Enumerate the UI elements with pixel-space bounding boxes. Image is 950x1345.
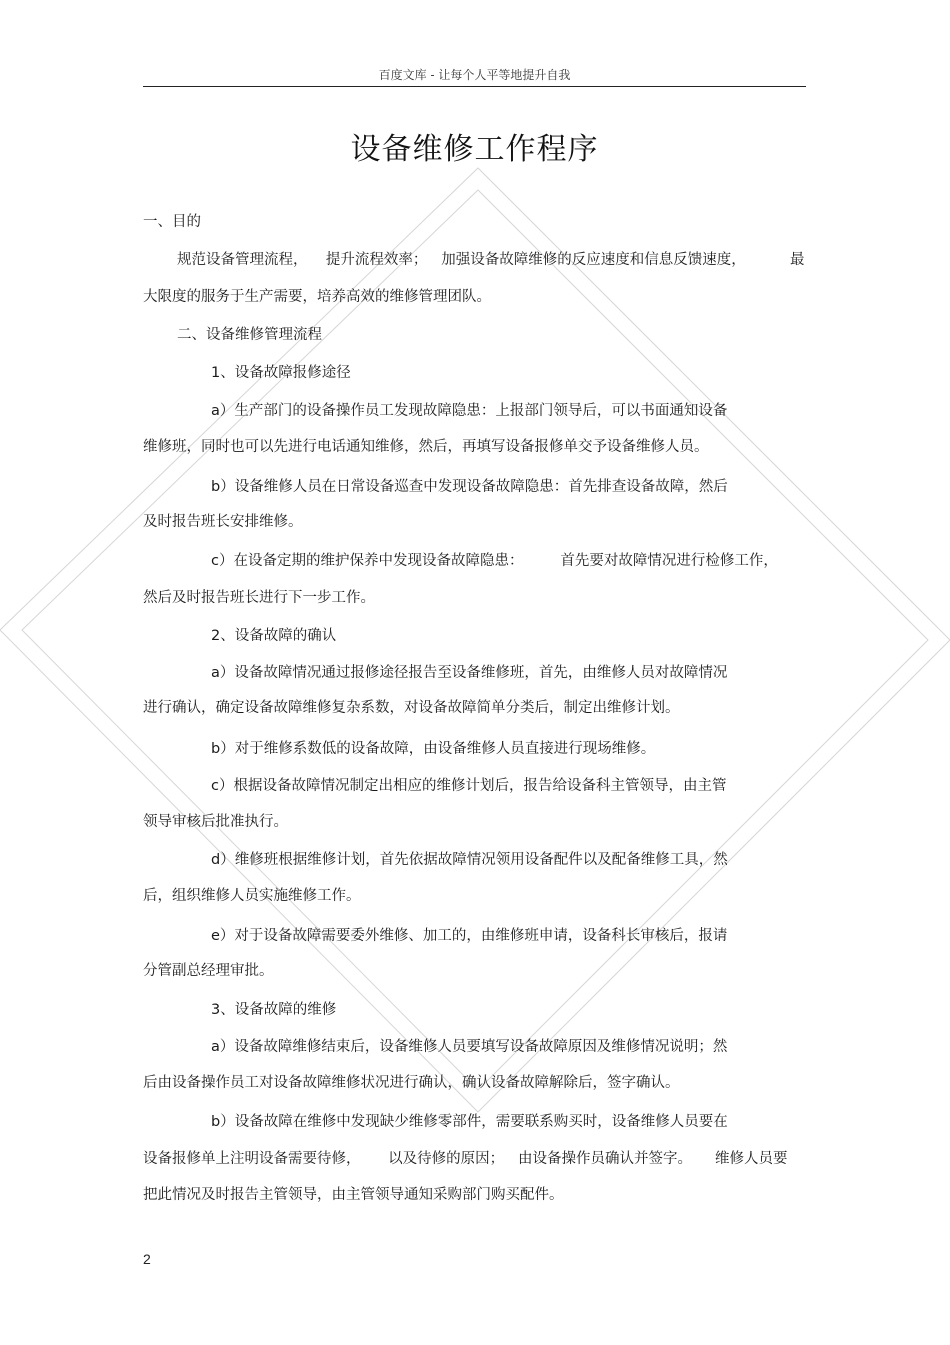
paragraph-line: a）生产部门的设备操作员工发现故障隐患：上报部门领导后，可以书面通知设备 xyxy=(211,403,728,419)
paragraph-line: 及时报告班长安排维修。 xyxy=(143,514,303,530)
header-rule xyxy=(143,86,806,87)
paragraph-line: a）设备故障情况通过报修途径报告至设备维修班，首先，由维修人员对故障情况 xyxy=(211,665,728,681)
paragraph-line: c）根据设备故障情况制定出相应的维修计划后，报告给设备科主管领导，由主管 xyxy=(211,778,727,794)
paragraph-line: b）设备故障在维修中发现缺少维修零部件，需要联系购买时，设备维修人员要在 xyxy=(211,1114,728,1130)
paragraph-line: 设备报修单上注明设备需要待修， 以及待修的原因； 由设备操作员确认并签字。 维修人员要 xyxy=(143,1151,788,1167)
paragraph-line: 然后及时报告班长进行下一步工作。 xyxy=(143,590,375,606)
paragraph-line: a）设备故障维修结束后，设备维修人员要填写设备故障原因及维修情况说明；然 xyxy=(211,1039,728,1055)
section-heading: 一、目的 xyxy=(143,214,201,230)
paragraph-line: 最 xyxy=(790,252,805,268)
paragraph-line: 大限度的服务于生产需要，培养高效的维修管理团队。 xyxy=(143,289,491,305)
subsection-heading: 2、设备故障的确认 xyxy=(211,628,337,644)
paragraph-line: 规范设备管理流程， 提升流程效率； 加强设备故障维修的反应速度和信息反馈速度， xyxy=(177,252,746,268)
paragraph-line: c）在设备定期的维护保养中发现设备故障隐患： 首先要对故障情况进行检修工作， xyxy=(211,553,778,569)
page-number: 2 xyxy=(143,1251,151,1267)
paragraph-line: d）维修班根据维修计划，首先依据故障情况领用设备配件以及配备维修工具，然 xyxy=(211,852,728,868)
paragraph-line: 后由设备操作员工对设备故障维修状况进行确认，确认设备故障解除后，签字确认。 xyxy=(143,1075,680,1091)
paragraph-line: e）对于设备故障需要委外维修、加工的，由维修班申请，设备科长审核后，报请 xyxy=(211,928,728,944)
paragraph-line: 把此情况及时报告主管领导，由主管领导通知采购部门购买配件。 xyxy=(143,1187,564,1203)
subsection-heading: 1、设备故障报修途径 xyxy=(211,365,351,381)
paragraph-line: 维修班，同时也可以先进行电话通知维修，然后，再填写设备报修单交予设备维修人员。 xyxy=(143,439,709,455)
subsection-heading: 3、设备故障的维修 xyxy=(211,1002,337,1018)
paragraph-line: 领导审核后批准执行。 xyxy=(143,814,288,830)
section-heading: 二、设备维修管理流程 xyxy=(177,327,322,343)
page-header: 百度文库 - 让每个人平等地提升自我 xyxy=(378,68,571,82)
paragraph-line: 进行确认，确定设备故障维修复杂系数，对设备故障简单分类后，制定出维修计划。 xyxy=(143,700,680,716)
paragraph-line: b）设备维修人员在日常设备巡查中发现设备故障隐患：首先排查设备故障，然后 xyxy=(211,479,728,495)
paragraph-line: b）对于维修系数低的设备故障，由设备维修人员直接进行现场维修。 xyxy=(211,741,656,757)
paragraph-line: 分管副总经理审批。 xyxy=(143,963,274,979)
document-title: 设备维修工作程序 xyxy=(350,132,599,167)
paragraph-line: 后，组织维修人员实施维修工作。 xyxy=(143,888,361,904)
